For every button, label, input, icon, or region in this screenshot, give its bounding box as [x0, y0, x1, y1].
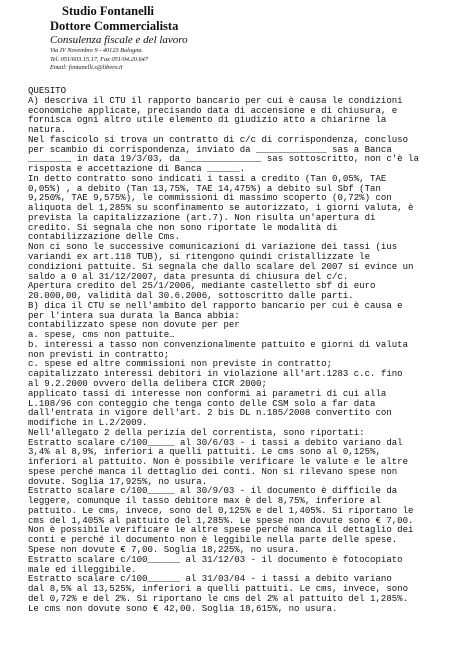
- body-line: Spese non dovute € 7,00. Soglia 18,225%, no usura.: [28, 543, 300, 555]
- body-line: dovute. Soglia 17,925%, no usura.: [28, 475, 208, 487]
- body-line: b. interessi a tasso non convenzionalmente pattuito e giorni di valuta: [28, 338, 409, 350]
- body-line: dal 8,5% al 13,525%, inferiori a quelli pattuiti. Le cms, invece, sono: [28, 583, 409, 595]
- body-line: Apertura credito del 25/1/2006, mediante castelletto sbf di euro: [28, 280, 376, 292]
- body-line: al 9.2.2000 ovvero della delibera CICR 2000;: [28, 377, 267, 389]
- body-line: 9,250%, TAE 9,575%), le commissioni di massimo scoperto (0,72%) con: [28, 192, 392, 204]
- body-line: condizioni pattuite. Si segnala che dallo scalare del 2007 si evince un: [28, 260, 414, 272]
- body-line: ________ in data 19/3/03, da ______________ sas sottoscritto, non c'è la: [28, 153, 419, 165]
- body-line: In detto contratto sono indicati i tassi a credito (Tan 0,05%, TAE: [28, 172, 387, 184]
- body-line: Estratto scalare c/100______ al 31/12/03 - il documento è fotocopiato: [28, 553, 403, 565]
- body-line: 20.000,00, validità dal 30.6.2006, sottoscritto dalle parti.: [28, 290, 354, 302]
- studio-email: Email: fontanelli.s@libero.it: [50, 64, 123, 71]
- body-line: QUESITO: [28, 85, 67, 96]
- body-line: pattuito. Le cms, invece, sono del 0,125% e del 1,405%. Si riportano le: [28, 504, 414, 516]
- document-body: [28, 86, 458, 613]
- body-line: B) dica il CTU se nell'ambito del rapporto bancario per cui è causa e: [28, 299, 403, 311]
- body-line: prevista la capitalizzazione (art.7). Non risulta un'apertura di: [28, 211, 376, 223]
- body-line: conti e perché il documento non è leggibile nella parte delle spese.: [28, 534, 398, 546]
- body-line: credito. Si segnala che non sono riportate le modalità di: [28, 221, 338, 233]
- body-line: natura.: [28, 124, 67, 136]
- body-line: risposta e accettazione di Banca ______.: [28, 163, 246, 175]
- professional-title: Dottore Commercialista: [50, 19, 179, 33]
- studio-name: Studio Fontanelli: [62, 4, 155, 18]
- body-line: dall'entrata in vigore dell'art. 2 bis DL n.185/2008 convertito con: [28, 407, 392, 419]
- body-line: aliquota del 1,285% su sconfinamento se autorizzato, i giorni valuta, è: [28, 202, 414, 214]
- body-line: cms del 1,405% al pattuito del 1,285%. Le spese non dovute sono € 7,00.: [28, 514, 414, 526]
- body-line: del 0,72% e del 2%. Si riportano le cms del 2% al pattuito del 1,285%.: [28, 592, 409, 604]
- body-line: a. spese, cms non pattuite…: [28, 329, 175, 341]
- body-line: contabilizzato spese non dovute per per: [28, 319, 240, 331]
- body-line: Estratto scalare c/100_____ al 30/9/03 - il documento è difficile da: [28, 485, 398, 497]
- body-line: male ed illeggibile.: [28, 563, 137, 575]
- body-line: non previsti in contratto;: [28, 348, 170, 360]
- body-line: Le cms non dovute sono € 42,00. Soglia 18,615%, no usura.: [28, 602, 338, 614]
- body-line: contabilizzazione delle Cms.: [28, 231, 181, 243]
- body-line: 0,05%) , a debito (Tan 13,75%, TAE 14,475%) a debito sul Sbf (Tan: [28, 182, 381, 194]
- body-line: spese perché manca il dettaglio dei conti. Non si rilevano spese non: [28, 465, 398, 477]
- body-line: A) descriva il CTU il rapporto bancario per cui è causa le condizioni: [28, 94, 403, 106]
- body-line: Non è possibile verificare le altre spese perché manca il dettaglio dei: [28, 524, 414, 536]
- body-line: applicato tassi di interesse non conformi ai parametri di cui alla: [28, 387, 387, 399]
- body-line: economiche applicate, precisando data di accensione e di chiusura, e: [28, 104, 398, 116]
- body-line: Nel fascicolo si trova un contratto di c/c di corrispondenza, concluso: [28, 133, 409, 145]
- body-line: fornisca ogni altro utile elemento di giudizio atto a chiarirne la: [28, 114, 387, 126]
- body-line: Nell'allegato 2 della perizia del correntista, sono riportati:: [28, 426, 365, 438]
- body-line: capitalizzato interessi debitori in violazione all'art.1283 c.c. fino: [28, 368, 403, 380]
- body-line: inferiori al pattuito. Non è possibile verificare le valute e le altre: [28, 456, 409, 468]
- body-line: 3,4% al 8,9%, inferiori a quelli pattuiti. Le cms sono al 0,125%,: [28, 446, 381, 458]
- letterhead: [50, 4, 310, 73]
- body-line: per scambio di corrispondenza, inviato da _____________ sas a Banca: [28, 143, 392, 155]
- body-line: modifiche in L.2/2009.: [28, 417, 148, 429]
- studio-phone: Tel. 051/603.15.17, Fax 051/04.20.647: [50, 55, 148, 63]
- body-line: saldo a 0 al 31/12/2007, data presunta di chiusura del c/c.: [28, 270, 349, 282]
- body-line: leggere, comunque il tasso debitore max è del 8,75%, inferiore al: [28, 495, 381, 507]
- studio-subtitle: Consulenza fiscale e del lavoro: [50, 34, 188, 46]
- body-line: L.108/96 con conteggio che tenga conto delle CSM solo a far data: [28, 397, 376, 409]
- body-line: variandi ex art.118 TUB), si ritengono quindi cristallizzate le: [28, 251, 371, 263]
- body-line: per l'intera sua durata la Banca abbia:: [28, 309, 240, 321]
- body-line: c. spese ed altre commissioni non previste in contratto;: [28, 358, 333, 370]
- body-line: Estratto scalare c/100______ al 31/03/04 - i tassi a debito variano: [28, 573, 392, 585]
- studio-address: Via IV Novembre 9 - 40123 Bologna.: [50, 47, 144, 54]
- body-line: Non ci sono le successive comunicazioni di variazione dei tassi (ius: [28, 241, 398, 253]
- body-line: Estratto scalare c/100_____ al 30/6/03 - i tassi a debito variano dal: [28, 436, 403, 448]
